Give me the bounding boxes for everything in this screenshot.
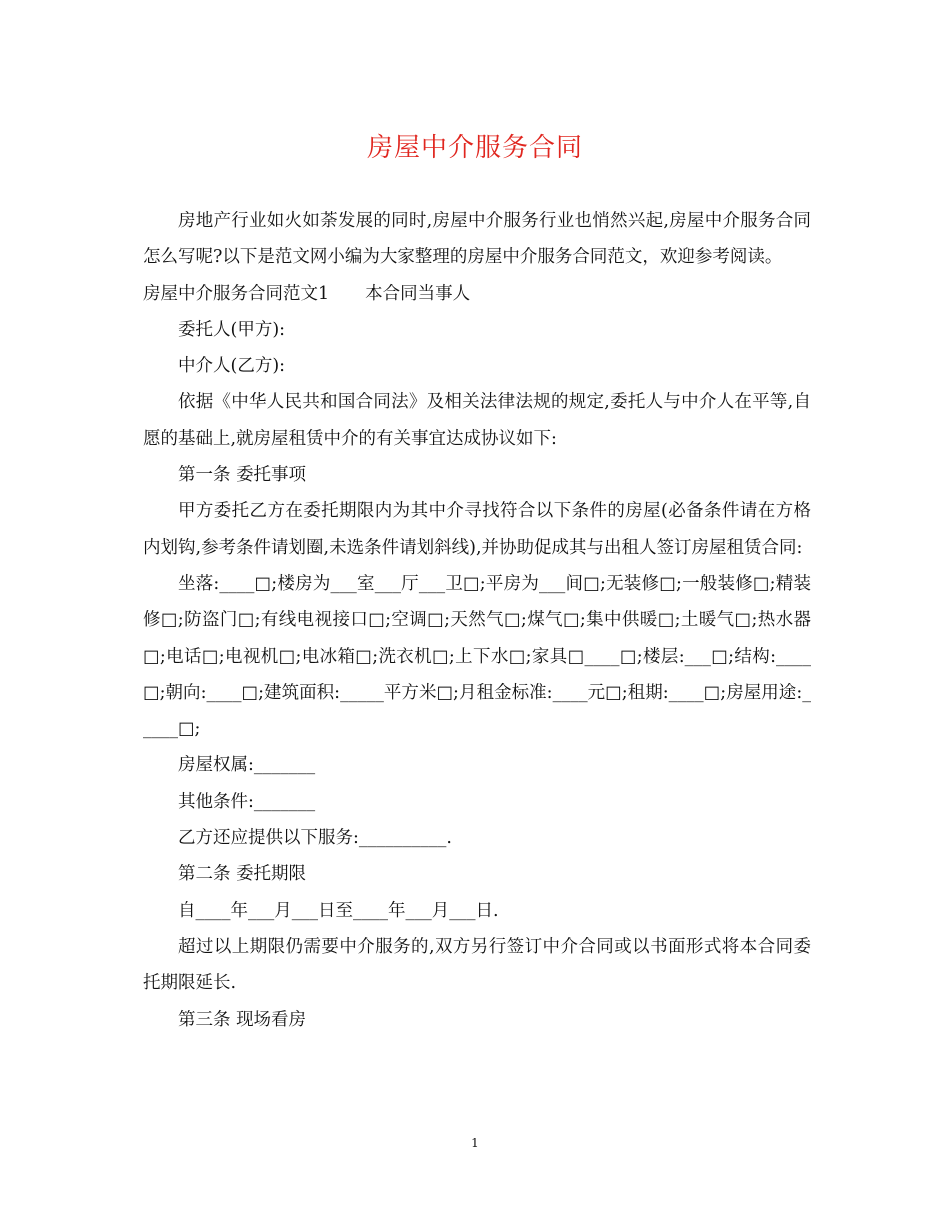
article2-heading: 第二条 委托期限 bbox=[178, 864, 307, 885]
conditions-paragraph: 坐落:____□;楼房为___室___厅___卫□;平房为___间□;无装修□;一般装修□;精装修□;防盗门□;有线电视接口□;空调□;天然气□;煤气□;集中供暖□;土暖气□;热水器□;电话□;电视机□;电冰箱□;洗衣机□;上下水□;家具□____□;楼层:___□;结构:____□;朝向:____□;建筑面积:_____平方米□;月租金标准:____元□;租期:____□;房屋用途:_____□; bbox=[143, 573, 811, 740]
document-title: 房屋中介服务合同 bbox=[366, 133, 583, 163]
article3-heading: 第三条 现场看房 bbox=[178, 1009, 307, 1030]
sample-heading: 房屋中介服务合同范文1 bbox=[143, 283, 330, 304]
intro-paragraph: 房地产行业如火如荼发展的同时,房屋中介服务行业也悄然兴起,房屋中介服务合同怎么写呢?以下是范文网小编为大家整理的房屋中介服务合同范文，欢迎参考阅读。 bbox=[143, 211, 811, 268]
ownership-line: 房屋权属:_______ bbox=[178, 755, 316, 776]
page-number: 1 bbox=[471, 1136, 479, 1150]
agent-line: 中介人(乙方): bbox=[178, 356, 286, 377]
article1-heading: 第一条 委托事项 bbox=[178, 465, 307, 486]
client-line: 委托人(甲方): bbox=[178, 319, 286, 340]
extension-paragraph: 超过以上期限仍需要中介服务的,双方另行签订中介合同或以书面形式将本合同委托期限延长. bbox=[143, 936, 811, 994]
extra-services-line: 乙方还应提供以下服务:__________. bbox=[178, 828, 452, 849]
sample-heading-line bbox=[143, 276, 811, 312]
article1-paragraph: 甲方委托乙方在委托期限内为其中介寻找符合以下条件的房屋(必备条件请在方格内划钩,参考条件请划圈,未选条件请划斜线),并协助促成其与出租人签订房屋租赁合同: bbox=[143, 501, 811, 558]
parties-heading: 本合同当事人 bbox=[365, 283, 471, 304]
period-line: 自____年___月___日至____年___月___日. bbox=[178, 900, 499, 921]
basis-paragraph: 依据《中华人民共和国合同法》及相关法律法规的规定,委托人与中介人在平等,自愿的基础上,就房屋租赁中介的有关事宜达成协议如下: bbox=[143, 392, 811, 449]
other-conditions-line: 其他条件:_______ bbox=[178, 791, 316, 812]
document-body bbox=[143, 203, 811, 1038]
